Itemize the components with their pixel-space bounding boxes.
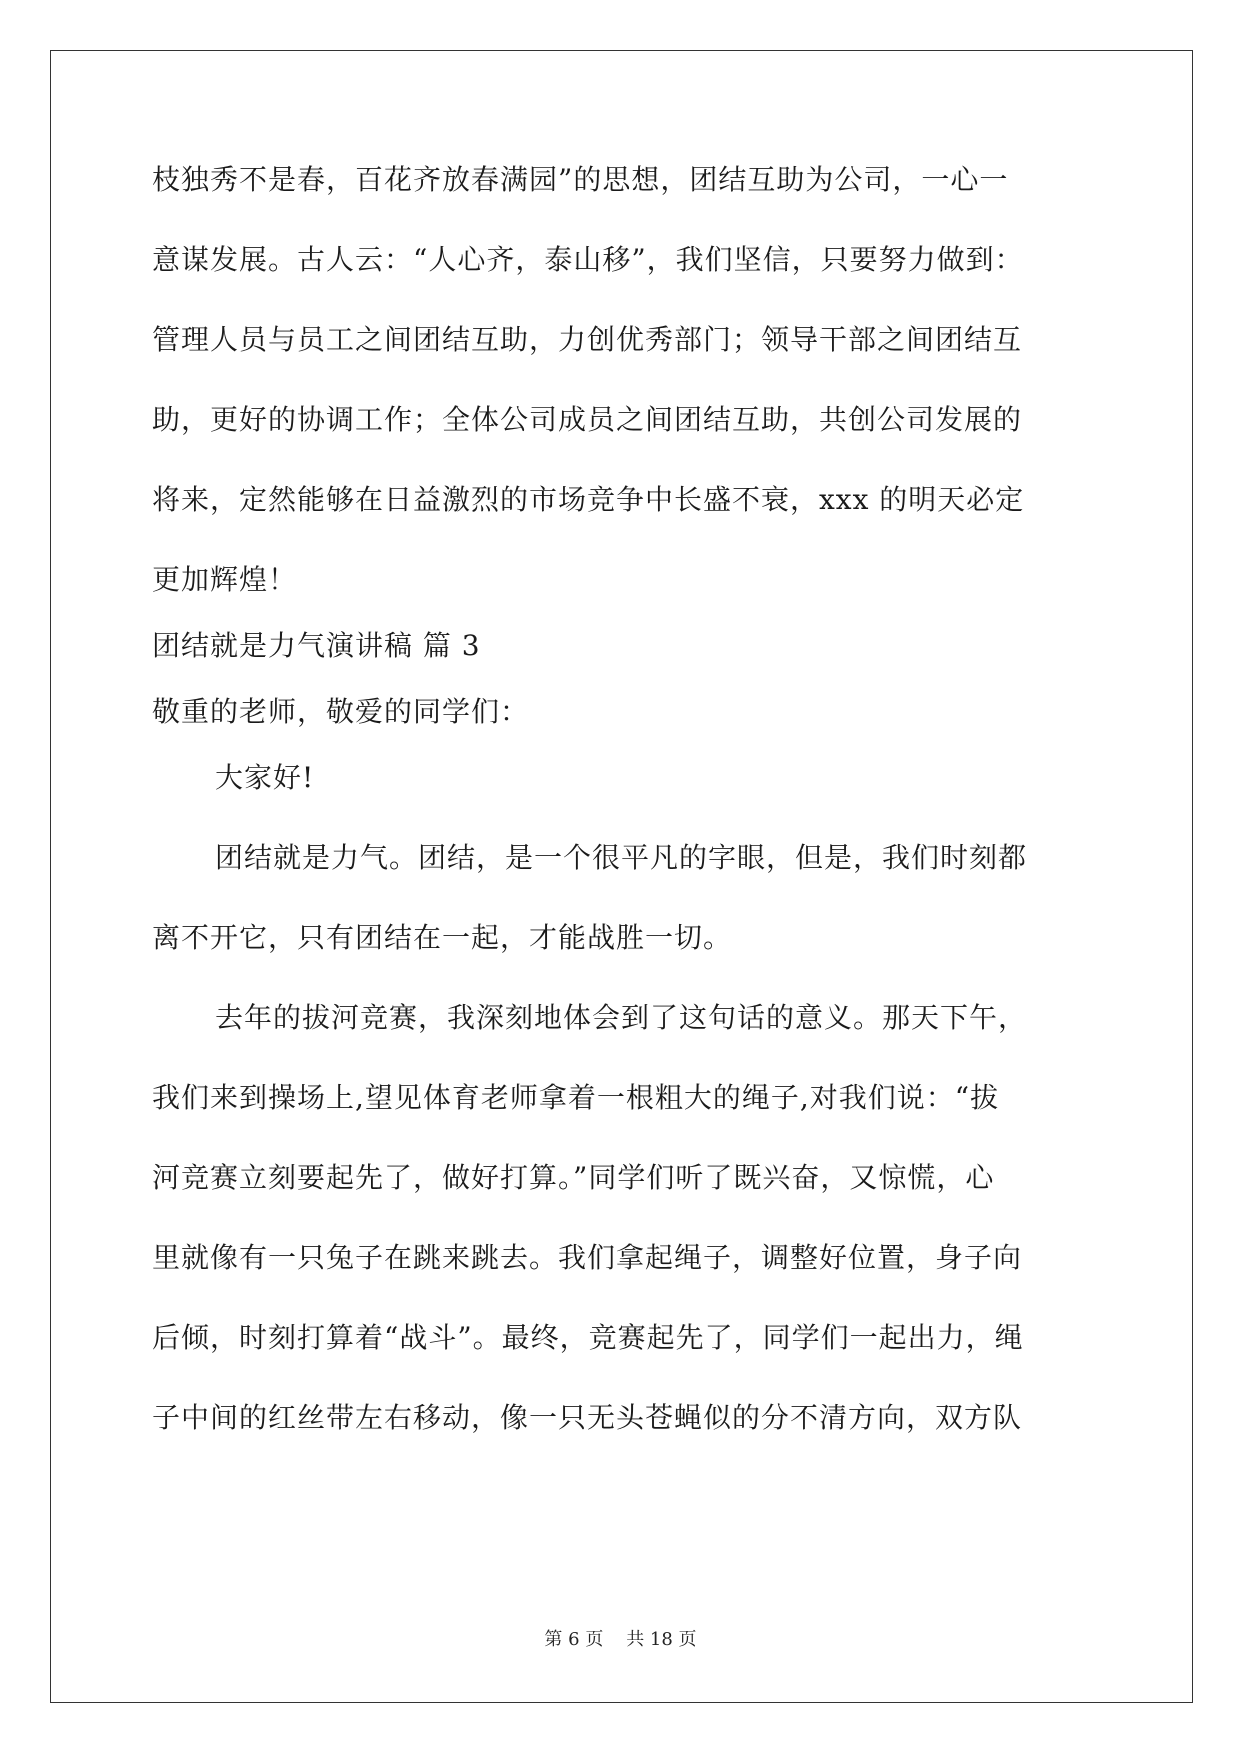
paragraph-line: 子中间的红丝带左右移动，像一只无头苍蝇似的分不清方向，双方队 bbox=[152, 1401, 1023, 1434]
paragraph-line: 里就像有一只兔子在跳来跳去。我们拿起绳子，调整好位置，身子向 bbox=[152, 1241, 1023, 1274]
section-heading: 团结就是力气演讲稿 篇 3 bbox=[152, 629, 481, 662]
paragraph-line: 后倾，时刻打算着“战斗”。最终，竞赛起先了，同学们一起出力，绳 bbox=[152, 1321, 1024, 1354]
greeting: 大家好! bbox=[215, 761, 315, 794]
paragraph-line: 枝独秀不是春，百花齐放春满园”的思想，团结互助为公司，一心一 bbox=[152, 163, 1009, 196]
paragraph-line: 将来，定然能够在日益激烈的市场竞争中长盛不衰，xxx 的明天必定 bbox=[152, 483, 1025, 516]
paragraph-line: 去年的拔河竞赛，我深刻地体会到了这句话的意义。那天下午， bbox=[215, 1001, 1028, 1034]
paragraph-line: 助，更好的协调工作；全体公司成员之间团结互助，共创公司发展的 bbox=[152, 403, 1023, 436]
document-body bbox=[152, 160, 1092, 1478]
paragraph-line: 河竞赛立刻要起先了，做好打算。”同学们听了既兴奋，又惊慌，心 bbox=[152, 1161, 995, 1194]
paragraph-line: 我们来到操场上,望见体育老师拿着一根粗大的绳子,对我们说：“拔 bbox=[152, 1081, 1000, 1114]
paragraph-line: 意谋发展。古人云：“人心齐，泰山移”，我们坚信，只要努力做到： bbox=[152, 243, 1024, 276]
page-number: 第 6 页 共 18 页 bbox=[544, 1629, 697, 1650]
paragraph-line: 管理人员与员工之间团结互助，力创优秀部门；领导干部之间团结互 bbox=[152, 323, 1023, 356]
salutation: 敬重的老师，敬爱的同学们： bbox=[152, 695, 530, 728]
paragraph-line: 团结就是力气。团结，是一个很平凡的字眼，但是，我们时刻都 bbox=[215, 841, 1028, 874]
paragraph-line: 更加辉煌！ bbox=[152, 563, 298, 596]
paragraph-line: 离不开它，只有团结在一起，才能战胜一切。 bbox=[152, 921, 733, 954]
